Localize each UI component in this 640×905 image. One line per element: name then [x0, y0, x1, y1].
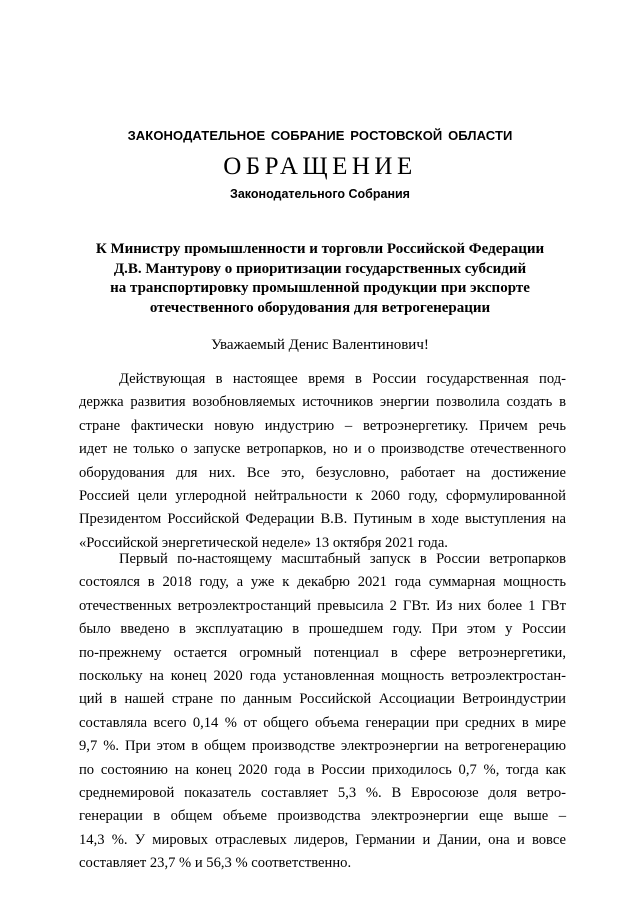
body-paragraph	[79, 368, 566, 555]
paragraph-line: оборудования для них. Все это, безусловно, работает на достижение	[79, 464, 566, 481]
paragraph-line: Россией цели углеродной нейтральности к 2060 году, сформулированной	[79, 487, 566, 504]
paragraph-line: составляет 23,7 % и 56,3 % соответственно.	[79, 855, 352, 872]
paragraph-line: генерации в общем объеме производства электроэнергии еще выше –	[79, 808, 566, 825]
paragraph-line: ций в нашей стране по данным Российской Ассоциации Ветроиндустрии	[79, 691, 566, 708]
document-subtitle: Законодательного Собрания	[230, 187, 410, 201]
appeal-subject	[60, 240, 580, 318]
document-title: ОБРАЩЕНИЕ	[223, 153, 417, 180]
paragraph-line: Президентом Российской Федерации В.В. Путиным в ходе выступления на	[79, 511, 566, 528]
subject-line: на транспортировку промышленной продукции при экспорте	[110, 280, 530, 296]
paragraph-line: держка развития возобновляемых источников энергии позволила создать в	[79, 394, 566, 411]
paragraph-line: Действующая в настоящее время в России государственная под-	[119, 371, 566, 387]
paragraph-line: 14,3 %. У мировых отраслевых лидеров, Германии и Дании, она и вовсе	[79, 831, 566, 848]
paragraph-line: идет не только о запуске ветропарков, но и о производстве отечественного	[79, 441, 566, 458]
paragraph-line: отечественных ветроэлектростанций превысила 2 ГВт. Из них более 1 ГВт	[79, 597, 566, 614]
paragraph-line: составляла всего 0,14 % от общего объема генерации при средних в мире	[79, 714, 566, 731]
subject-line: Д.В. Мантурову о приоритизации государственных субсидий	[113, 260, 527, 277]
paragraph-line: 9,7 %. При этом в общем производстве электроэнергии на ветрогенерацию	[79, 738, 566, 755]
subject-line: отечественного оборудования для ветрогенерации	[149, 299, 491, 316]
body-paragraph	[79, 548, 566, 875]
subject-line: К Министру промышленности и торговли Российской Федерации	[95, 241, 545, 257]
paragraph-line: состоялся в 2018 году, а уже к декабрю 2021 года суммарная мощность	[79, 574, 566, 591]
paragraph-line: было введено в эксплуатацию в прошедшем году. При этом у России	[79, 621, 566, 638]
paragraph-line: среднемировой показатель составляет 5,3 %. В Евросоюзе доля ветро-	[79, 784, 566, 801]
organization-name: ЗАКОНОДАТЕЛЬНОЕ СОБРАНИЕ РОСТОВСКОЙ ОБЛАСТИ	[127, 128, 513, 143]
paragraph-line: стране фактически новую индустрию – ветроэнергетику. Причем речь	[79, 417, 566, 434]
paragraph-line: Первый по-настоящему масштабный запуск в России ветропарков	[119, 551, 566, 567]
paragraph-line: «Российской энергетической неделе» 13 октября 2021 года.	[79, 534, 448, 551]
salutation: Уважаемый Денис Валентинович!	[211, 337, 429, 353]
paragraph-line: по состоянию на конец 2020 года в России приходилось 0,7 %, тогда как	[79, 761, 566, 778]
paragraph-line: по-прежнему остается огромный потенциал в сфере ветроэнергетики,	[79, 644, 566, 661]
paragraph-line: поскольку на конец 2020 года установленная мощность ветроэлектростан-	[79, 667, 566, 684]
